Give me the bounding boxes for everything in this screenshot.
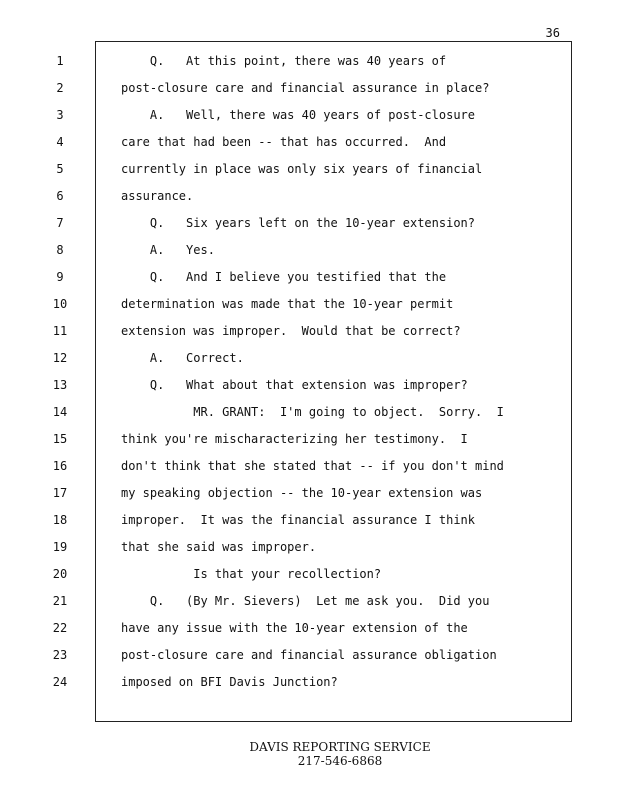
line-number: 16 [52, 459, 68, 473]
line-number: 17 [52, 486, 68, 500]
line-number: 15 [52, 432, 68, 446]
transcript-line: extension was improper. Would that be correct? [121, 324, 461, 338]
line-number: 21 [52, 594, 68, 608]
line-number: 9 [56, 270, 64, 284]
transcript-line: assurance. [121, 189, 194, 203]
footer-company: DAVIS REPORTING SERVICE [249, 740, 431, 754]
line-number: 13 [52, 378, 68, 392]
transcript-line: currently in place was only six years of financial [121, 162, 483, 176]
line-number: 20 [52, 567, 68, 581]
line-number: 23 [52, 648, 68, 662]
line-number: 12 [52, 351, 68, 365]
transcript-line: think you're mischaracterizing her testimony. I [121, 432, 468, 446]
line-number: 10 [52, 297, 68, 311]
transcript-line: post-closure care and financial assurance in place? [121, 81, 490, 95]
line-number: 6 [56, 189, 64, 203]
transcript-line: Q. At this point, there was 40 years of [121, 54, 447, 68]
line-number: 18 [52, 513, 68, 527]
transcript-line: determination was made that the 10-year permit [121, 297, 454, 311]
transcript-line: Q. Six years left on the 10-year extension? [121, 216, 476, 230]
line-number: 3 [56, 108, 64, 122]
transcript-line: my speaking objection -- the 10-year extension was [121, 486, 483, 500]
transcript-line: A. Yes. [121, 243, 215, 257]
line-number: 22 [52, 621, 68, 635]
line-number: 8 [56, 243, 64, 257]
transcript-line: improper. It was the financial assurance I think [121, 513, 476, 527]
transcript-line: imposed on BFI Davis Junction? [121, 675, 338, 689]
transcript-line: post-closure care and financial assurance obligation [121, 648, 497, 662]
transcript-line: Q. And I believe you testified that the [121, 270, 447, 284]
transcript-line: Is that your recollection? [121, 567, 382, 581]
transcript-line: don't think that she stated that -- if you don't mind [121, 459, 504, 473]
transcript-line: that she said was improper. [121, 540, 317, 554]
transcript-line: care that had been -- that has occurred. And [121, 135, 447, 149]
line-number: 14 [52, 405, 68, 419]
line-number: 4 [56, 135, 64, 149]
line-number: 24 [52, 675, 68, 689]
footer-phone: 217-546-6868 [297, 754, 383, 768]
line-number: 11 [52, 324, 68, 338]
page-number: 36 [545, 26, 560, 40]
transcript-line: Q. What about that extension was improper? [121, 378, 468, 392]
line-number: 7 [56, 216, 64, 230]
transcript-line: MR. GRANT: I'm going to object. Sorry. I [121, 405, 504, 419]
transcript-line: A. Well, there was 40 years of post-closure [121, 108, 476, 122]
line-number: 19 [52, 540, 68, 554]
footer [180, 740, 500, 768]
transcript-line: Q. (By Mr. Sievers) Let me ask you. Did you [121, 594, 490, 608]
line-number: 5 [56, 162, 64, 176]
line-number: 2 [56, 81, 64, 95]
transcript-line: A. Correct. [121, 351, 244, 365]
line-number-column [40, 53, 80, 701]
transcript-text [121, 53, 566, 701]
transcript-line: have any issue with the 10-year extension of the [121, 621, 468, 635]
line-number: 1 [56, 54, 64, 68]
